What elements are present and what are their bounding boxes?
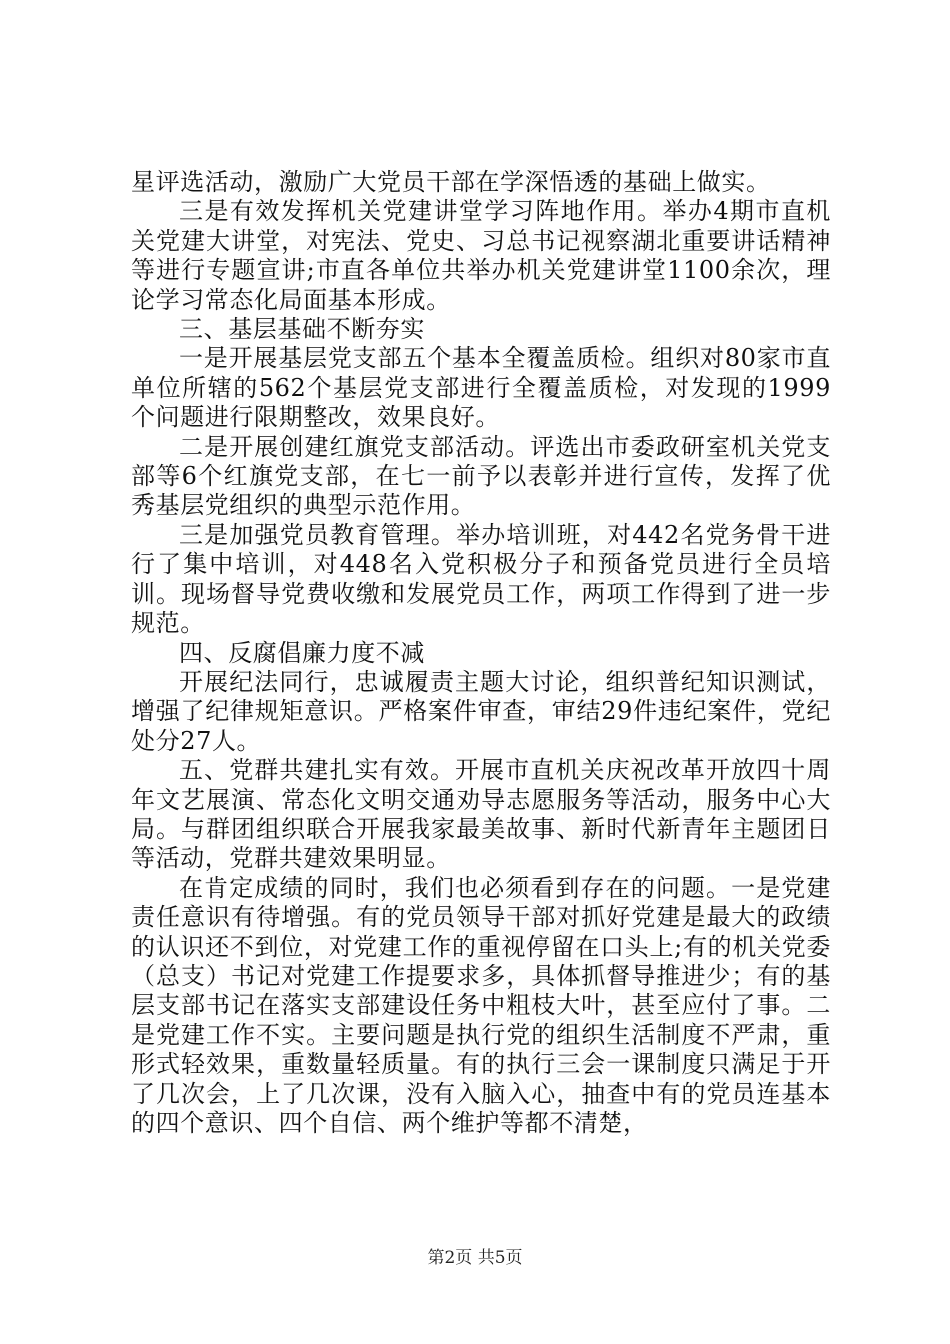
paragraph: 二是开展创建红旗党支部活动。评选出市委政研室机关党支部等6个红旗党支部，在七一前予以表彰并进行宣传，发挥了优秀基层党组织的典型示范作用。 [131, 432, 831, 520]
paragraph: 五、党群共建扎实有效。开展市直机关庆祝改革开放四十周年文艺展演、常态化文明交通劝导志愿服务等活动，服务中心大局。与群团组织联合开展我家最美故事、新时代新青年主题团日等活动，党群共建效果明显。 [131, 756, 831, 873]
section-heading: 四、反腐倡廉力度不减 [179, 638, 425, 667]
paragraph: 一是开展基层党支部五个基本全覆盖质检。组织对80家市直单位所辖的562个基层党支部进行全覆盖质检，对发现的1999个问题进行限期整改，效果良好。 [131, 344, 831, 432]
paragraph: 在肯定成绩的同时，我们也必须看到存在的问题。一是党建责任意识有待增强。有的党员领导干部对抓好党建是最大的政绩的认识还不到位，对党建工作的重视停留在口头上;有的机关党委（总支）书记对党建工作提要求多，具体抓督导推进少；有的基层支部书记在落实支部建设任务中粗枝大叶，甚至应付了事。二是党建工作不实。主要问题是执行党的组织生活制度不严肃，重形式轻效果，重数量轻质量。有的执行三会一课制度只满足于开了几次会，上了几次课，没有入脑入心，抽查中有的党员连基本的四个意识、四个自信、两个维护等都不清楚， [131, 873, 831, 1137]
paragraph: 三是有效发挥机关党建讲堂学习阵地作用。举办4期市直机关党建大讲堂，对宪法、党史、习总书记视察湖北重要讲话精神等进行专题宣讲;市直各单位共举办机关党建讲堂1100余次，理论学习常态化局面基本形成。 [131, 197, 831, 314]
paragraph: 星评选活动，激励广大党员干部在学深悟透的基础上做实。 [131, 168, 771, 196]
section-heading: 三、基层基础不断夯实 [179, 315, 425, 344]
paragraph: 开展纪法同行，忠诚履责主题大讨论，组织普纪知识测试，增强了纪律规矩意识。严格案件审查，审结29件违纪案件，党纪处分27人。 [131, 667, 831, 755]
paragraph: 三是加强党员教育管理。举办培训班，对442名党务骨干进行了集中培训，对448名入党积极分子和预备党员进行全员培训。现场督导党费收缴和发展党员工作，两项工作得到了进一步规范。 [131, 520, 831, 638]
page-footer [0, 1243, 950, 1268]
document-body [131, 168, 831, 1138]
page-indicator: 第2页 共5页 [427, 1248, 523, 1268]
